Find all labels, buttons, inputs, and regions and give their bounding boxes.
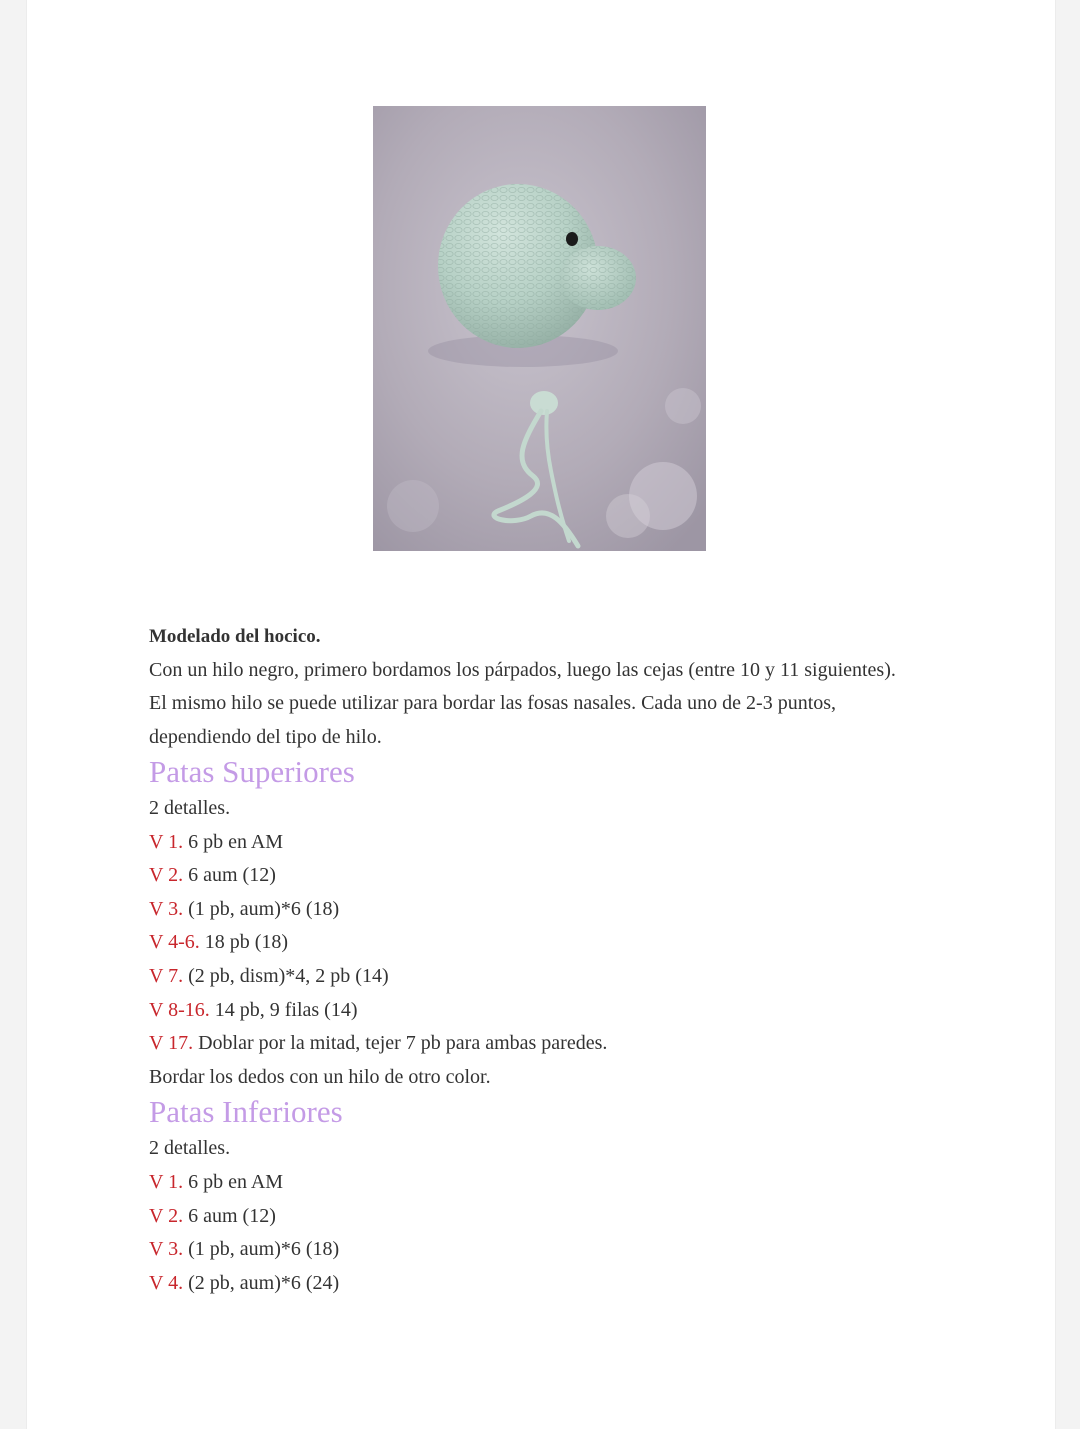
row-label: V 1. [149,1170,184,1193]
row-label: V 7. [149,964,184,987]
pattern-row [149,994,969,1028]
detail-count: 2 detalles. [149,797,231,819]
row-text: 6 pb en AM [183,1170,284,1193]
pattern-row [149,893,969,927]
pattern-row [149,926,969,960]
row-text: (1 pb, aum)*6 (18) [183,1238,340,1261]
row-label: V 3. [149,1238,184,1261]
row-label: V 4-6. [149,931,200,954]
row-label: V 3. [149,897,184,920]
row-text: 14 pb, 9 filas (14) [209,998,358,1021]
row-text: (2 pb, dism)*4, 2 pb (14) [183,964,389,987]
paragraph-line: Con un hilo negro, primero bordamos los párpados, luego las cejas (entre 10 y 11 siguientes). [149,658,896,681]
crochet-head-illustration [373,106,706,551]
row-text: 6 pb en AM [183,830,284,853]
row-label: V 4. [149,1271,184,1294]
note-text: Bordar los dedos con un hilo de otro color. [149,1065,491,1088]
pattern-row [149,859,969,893]
row-text: (2 pb, aum)*6 (24) [183,1271,340,1294]
document-page [26,0,1056,1429]
heading-patas-superiores: Patas Superiores [149,754,355,789]
heading-patas-inferiores: Patas Inferiores [149,1094,343,1130]
row-text: 6 aum (12) [183,864,276,887]
pattern-row [149,1233,969,1267]
pattern-row [149,826,969,860]
pattern-row [149,1166,969,1200]
row-label: V 1. [149,830,184,853]
pattern-content [149,620,969,1300]
pattern-row [149,960,969,994]
row-label: V 17. [149,1032,194,1055]
detail-count: 2 detalles. [149,1137,231,1160]
pattern-row [149,1027,969,1061]
crochet-head-photo [373,106,706,551]
pattern-row [149,1267,969,1301]
row-text: Doblar por la mitad, tejer 7 pb para ambas paredes. [193,1032,608,1055]
paragraph-line: El mismo hilo se puede utilizar para bordar las fosas nasales. Cada uno de 2-3 puntos, [149,692,837,714]
row-label: V 2. [149,1204,184,1227]
row-label: V 2. [149,864,184,887]
section-title-hocico: Modelado del hocico. [149,626,321,647]
row-text: (1 pb, aum)*6 (18) [183,897,340,920]
pattern-row [149,1200,969,1234]
row-text: 6 aum (12) [183,1204,276,1227]
row-text: 18 pb (18) [199,931,289,954]
paragraph-line: dependiendo del tipo de hilo. [149,725,382,748]
row-label: V 8-16. [149,998,210,1021]
